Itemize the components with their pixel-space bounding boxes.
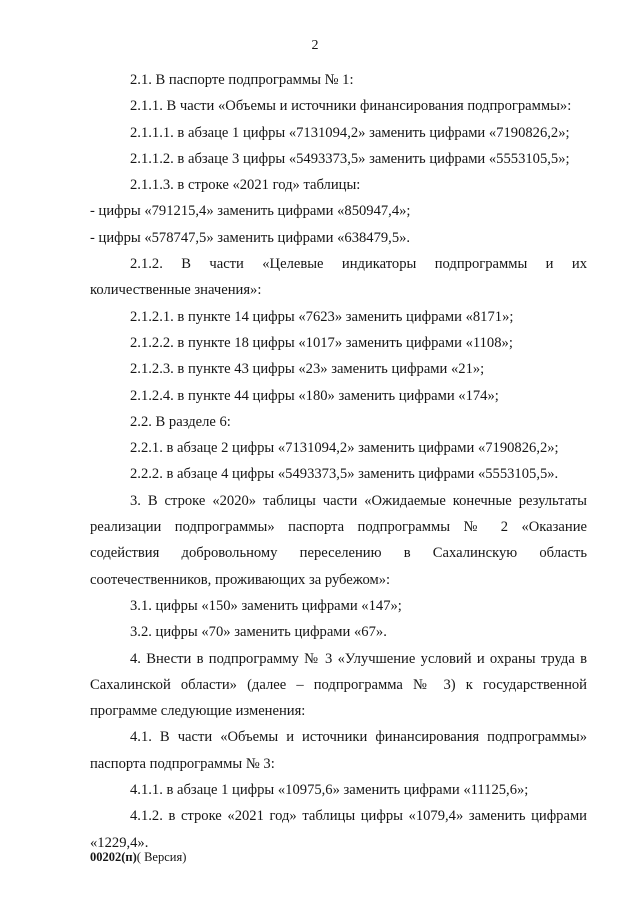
paragraph: - цифры «791215,4» заменить цифрами «850947,4»;: [90, 203, 411, 220]
paragraph: 2.2.2. в абзаце 4 цифры «5493373,5» заменить цифрами «5553105,5».: [130, 466, 559, 483]
page-number: 2: [311, 38, 319, 53]
paragraph: 3.2. цифры «70» заменить цифрами «67».: [130, 624, 387, 641]
paragraph: 2.1.1.2. в абзаце 3 цифры «5493373,5» заменить цифрами «5553105,5»;: [130, 150, 570, 167]
paragraph: 2.1.1.3. в строке «2021 год» таблицы:: [130, 177, 361, 194]
document-footer: [90, 850, 186, 865]
paragraph: 4.1.2. в строке «2021 год» таблицы цифры «1079,4» заменить цифрами «1229,4».: [90, 808, 587, 851]
paragraph: 3.1. цифры «150» заменить цифрами «147»;: [130, 597, 402, 614]
paragraph: 2.2. В разделе 6:: [130, 413, 231, 430]
paragraph: 3. В строке «2020» таблицы части «Ожидаемые конечные результаты реализации подпрограммы» паспорта подпрограммы № 2 «Оказание содействия добровольному переселению в Сахалинскую область соотечественников, проживающих за рубежом»:: [90, 492, 587, 588]
paragraph: 2.1.2.3. в пункте 43 цифры «23» заменить цифрами «21»;: [130, 361, 485, 378]
document-code: 00202(п): [90, 850, 137, 864]
version-note: ( Версия): [136, 850, 187, 864]
document-body: [90, 67, 587, 856]
paragraph: 2.1.2.4. в пункте 44 цифры «180» заменить цифрами «174»;: [130, 387, 499, 404]
paragraph: 4.1.1. в абзаце 1 цифры «10975,6» заменить цифрами «11125,6»;: [130, 782, 529, 799]
paragraph: 2.1.2.1. в пункте 14 цифры «7623» заменить цифрами «8171»;: [130, 308, 514, 325]
paragraph: 4. Внести в подпрограмму № 3 «Улучшение условий и охраны труда в Сахалинской области» (далее – подпрограмма № 3) к государственной программе следующие изменения:: [90, 650, 587, 720]
paragraph: 2.2.1. в абзаце 2 цифры «7131094,2» заменить цифрами «7190826,2»;: [130, 440, 559, 457]
paragraph: 2.1.1.1. в абзаце 1 цифры «7131094,2» заменить цифрами «7190826,2»;: [130, 124, 570, 141]
paragraph: 2.1. В паспорте подпрограммы № 1:: [130, 72, 354, 88]
paragraph: - цифры «578747,5» заменить цифрами «638479,5».: [90, 229, 411, 246]
paragraph: 2.1.1. В части «Объемы и источники финансирования подпрограммы»:: [130, 98, 572, 115]
paragraph: 2.1.2.2. в пункте 18 цифры «1017» заменить цифрами «1108»;: [130, 334, 513, 351]
paragraph: 4.1. В части «Объемы и источники финансирования подпрограммы» паспорта подпрограммы № 3:: [90, 729, 587, 772]
paragraph: 2.1.2. В части «Целевые индикаторы подпрограммы и их количественные значения»:: [90, 256, 587, 299]
